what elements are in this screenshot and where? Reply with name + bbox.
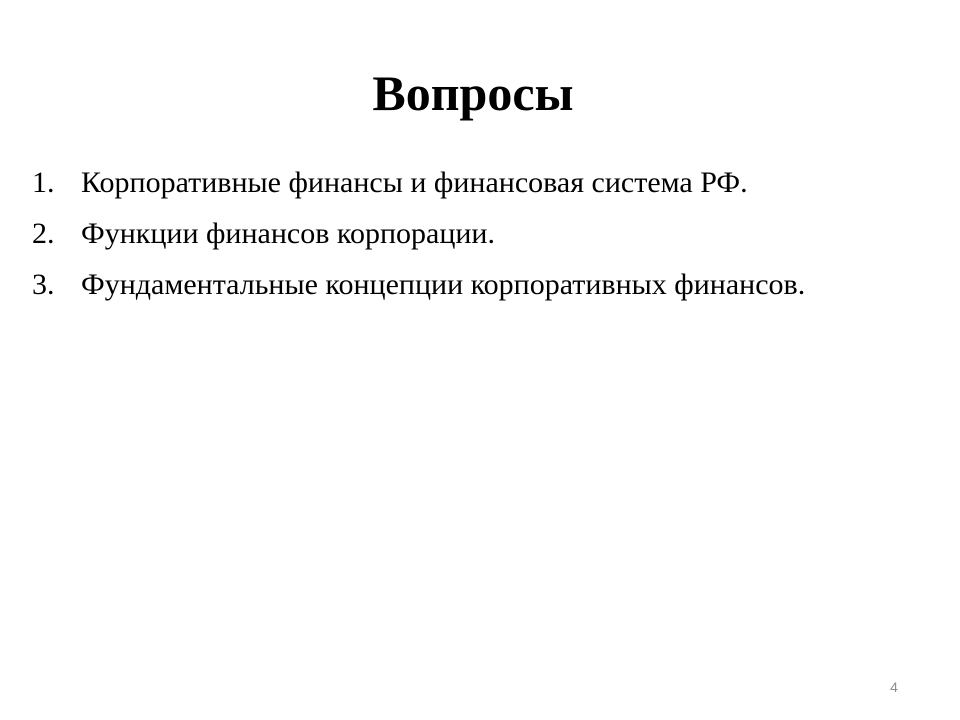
list-item [32,214,924,254]
list-item-text: Фундаментальные концепции корпоративных финансов. [81,268,806,301]
list-item-text: Корпоративные финансы и финансовая система РФ. [81,166,748,199]
list-item-number: 3. [32,268,55,301]
questions-list [32,163,924,316]
list-item-number: 1. [32,166,55,199]
list-item [32,163,924,203]
list-item-number: 2. [32,217,55,250]
slide-title: Вопросы [372,65,574,121]
page-number: 4 [890,679,898,695]
list-item [32,265,924,305]
list-item-text: Функции финансов корпорации. [81,217,495,250]
